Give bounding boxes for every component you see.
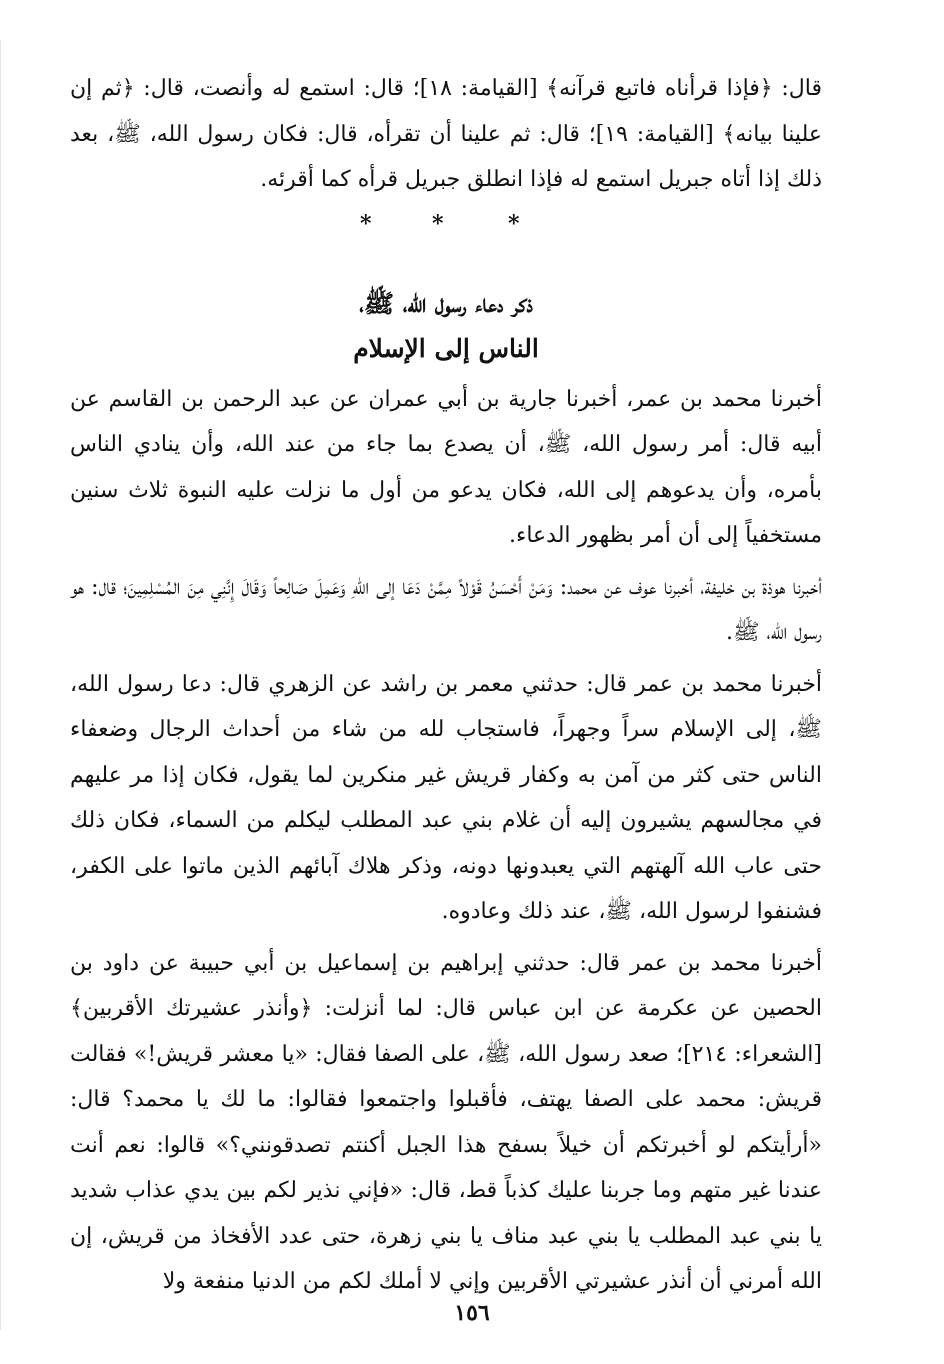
page-edge-line	[0, 40, 1, 1330]
paragraph-narration-1: أخبرنا محمد بن عمر، أخبرنا جارية بن أبي عمران عن عبد الرحمن بن القاسم عن أبيه قال: أمر رسول الله، ﷺ، أن يصدع بما جاء من عند الله، وأن ينادي الناس بأمره، وأن يدعوهم إلى الله، فكان يدعو من أول ما نزلت عليه النبوة ثلاث سنين مستخفياً إلى أن أمر بظهور الدعاء.	[70, 386, 822, 548]
paragraph-narration-4: أخبرنا محمد بن عمر قال: حدثني إبراهيم بن إسماعيل بن أبي حبيبة عن داود بن الحصين عن عكرمة عن ابن عباس قال: لما أنزلت: ﴿وأنذر عشيرتك الأقربين﴾ [الشعراء: ٢١٤]؛ صعد رسول الله، ﷺ، على الصفا فقال: «يا معشر قريش!» فقالت قريش: محمد على الصفا يهتف، فأقبلوا واجتمعوا فقالوا: ما لك يا محمد؟ قال: «أرأيتكم لو أخبرتكم أن خيلاً بسفح هذا الجبل أكنتم تصدقونني؟» قالوا: نعم أنت عندنا غير متهم وما جربنا عليك كذباً قط، قال: «فإني نذير لكم بين يدي عذاب شديد يا بني عبد المطلب يا بني عبد مناف يا بني زهرة، حتى عدد الأفخاذ من قريش، إن الله أمرني أن أنذر عشيرتي الأقربين وإني لا أملك لكم من الدنيا منفعة ولا	[70, 950, 823, 1294]
paragraph-quran-recitation: قال: ﴿فإذا قرأناه فاتبع قرآنه﴾ [القيامة: ١٨]؛ قال: استمع له وأنصت، قال: ﴿ثم إن علينا بيانه﴾ [القيامة: ١٩]؛ قال: ثم علينا أن تقرأه، قال: فكان رسول الله، ﷺ، بعد ذلك إذا أتاه جبريل استمع له فإذا انطلق جبريل قرأه كما أقرئه.	[70, 76, 823, 192]
chapter-title-line-1: ذكر دعاء رسول الله، ﷺ،	[359, 288, 533, 318]
separator-star: *	[508, 210, 520, 237]
page-number: ١٥٦	[454, 1300, 490, 1326]
paragraph-narration-2: أخبرنا هوذة بن خليفة، أخبرنا عوف عن محمد: وَمَنْ أَحْسَنُ قَوْلاً مِمَّنْ دَعَا إلى اللهِ وَعَمِلَ صَالِحاً وَقَالَ إِنَّنِي مِنَ المُسْلِمِينَ؛ قال: هو رسول الله، ﷺ.	[70, 574, 822, 645]
chapter-title-line-2: الناس إلى الإسلام	[353, 333, 539, 363]
separator-star: *	[432, 210, 444, 237]
paragraph-narration-3: أخبرنا محمد بن عمر قال: حدثني معمر بن راشد عن الزهري قال: دعا رسول الله، ﷺ، إلى الإسلام سراً وجهراً، فاستجاب لله من شاء من أحداث الرجال وضعفاء الناس حتى كثر من آمن به وكفار قريش غير منكرين لما يقول، فكان إذا مر عليهم في مجالسهم يشيرون إليه أن غلام بني عبد المطلب ليكلم من السماء، فكان ذلك حتى عاب الله آلهتهم التي يعبدونها دونه، وذكر هلاك آبائهم الذين ماتوا على الكفر، فشنفوا لرسول الله، ﷺ، عند ذلك وعادوه.	[70, 671, 822, 924]
book-page	[70, 66, 822, 1305]
separator-star: *	[360, 210, 372, 237]
section-separator	[70, 209, 822, 267]
